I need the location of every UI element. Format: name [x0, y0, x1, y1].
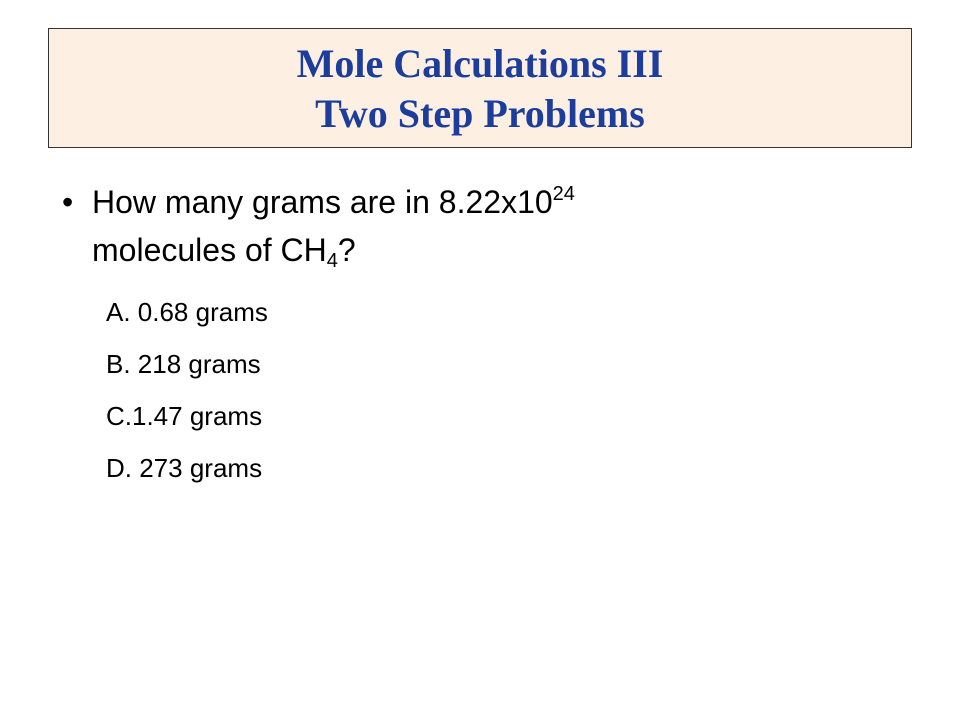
question-part-3: ? — [337, 232, 356, 268]
question-part-2: molecules of CH — [92, 232, 327, 268]
answer-option-d: D. 273 grams — [106, 453, 263, 483]
answer-option-a: A. 0.68 grams — [106, 297, 268, 327]
answer-option-c: C.1.47 grams — [106, 401, 263, 431]
question-block — [62, 178, 922, 274]
question-exponent: 24 — [552, 183, 575, 205]
slide-subtitle: Two Step Problems — [315, 91, 645, 136]
slide-title-box — [48, 28, 912, 148]
question-subscript: 4 — [326, 250, 338, 272]
bullet-icon: • — [62, 184, 74, 220]
answer-option-b: B. 218 grams — [106, 349, 261, 379]
slide-title: Mole Calculations III — [296, 41, 664, 86]
answer-options — [106, 290, 268, 498]
question-text — [92, 178, 922, 274]
question-part-1: How many grams are in 8.22x10 — [92, 184, 553, 220]
